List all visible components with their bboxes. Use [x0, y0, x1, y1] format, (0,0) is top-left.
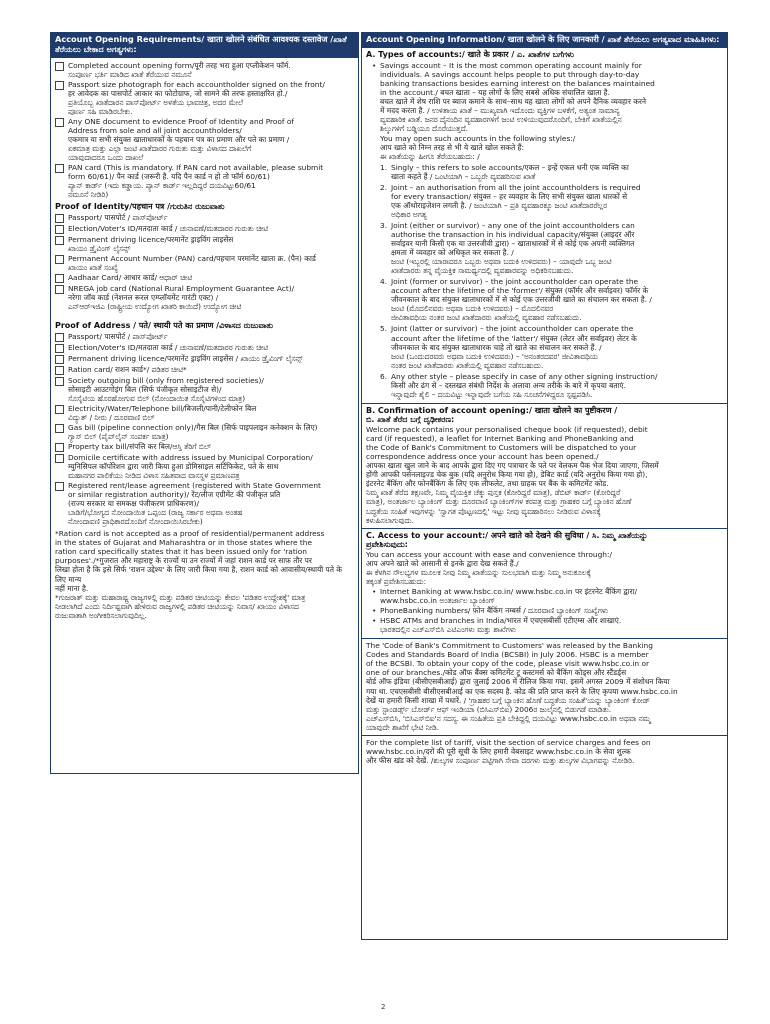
- text-line: Completed account opening form/पूरी तरह भरा हुआ एप्लीकेशन फॉर्म.: [68, 60, 291, 70]
- text-line: ಖಾಯಂ ಡ್ರೈವಿಂಗ್ ಲೈಸನ್ಸ್: [68, 243, 131, 253]
- checkbox[interactable]: [55, 443, 64, 452]
- text-line: Joint (either or survivor) – any one of the joint accountholders can: [391, 221, 635, 231]
- checklist-item: [55, 343, 354, 353]
- checkbox[interactable]: [55, 255, 64, 264]
- text-line: आप अपने खाते को आसानी से इनके द्वारा देख सकते हैं./: [366, 559, 519, 569]
- item-number: 4.: [380, 277, 388, 287]
- text-line: खाता कहते हैं / ಒಂಟಿಯಾಗಿ – ಒಬ್ಬರೇ ವ್ಯವಹರಿಸುವ ಖಾತೆ: [391, 171, 536, 181]
- text-line: लिखा होता है कि इसे सिर्फ 'राशन उद्देश्य' के लिए जारी किया गया है, राशन कार्ड को आवासीय/स्थायी पते के लिए मान्य: [55, 565, 342, 584]
- text-line: ಮಾತ್ರ), ಅಂತರ್ಜಾಲ ಬ್ಯಾಂಕಿಂಗ್ ಮತ್ತು ದೂರವಾಣಿ ಬ್ಯಾಂಕಿಂಗ್‌ಗಳ ಕರಪತ್ರ ಮತ್ತು ಗ್ರಾಹಕರ ಬಗ್ಗೆ ಬ್ಯಾಂಕಿನ ಹೊಣೆ: [366, 497, 632, 507]
- text-line: जीवनकाल के बाद संयुक्त खाताधारक चाहे तो खाते का संचालन कर सकते हैं. /: [391, 342, 602, 352]
- text-line: ಪೂರ್ಣ ಸಹಿ ಮಾಡಿರಬೇಕು.: [68, 106, 133, 116]
- checklist-item-text: [68, 354, 354, 363]
- text-line: authorise the transaction in his individual capacity/संयुक्त (आइदर ऑर: [391, 230, 635, 240]
- bullet-icon: •: [372, 616, 377, 626]
- checkbox[interactable]: [55, 366, 64, 375]
- checkbox[interactable]: [55, 424, 64, 433]
- checkbox[interactable]: [55, 225, 64, 234]
- access-channel-text: [380, 606, 723, 615]
- text-line: You may open such accounts in the following styles:/: [380, 133, 576, 143]
- section-c-intro: [366, 550, 723, 586]
- text-line: Permanent driving licence/परमानेंट ड्राइविंग लाइसेंस: [68, 234, 234, 244]
- text-line: in the states of Gujarat and Maharashtra or in those states where the: [55, 538, 313, 548]
- text-line: You can access your account with ease and convenience through:/: [366, 550, 612, 560]
- checklist-item-text: [68, 365, 354, 374]
- text-line: www.hsbc.co.in ಅಂತರ್ಜಾಲ ಬ್ಯಾಂಕಿಂಗ್: [380, 596, 496, 606]
- checklist-item-text: [68, 343, 354, 352]
- text-line: ಬಿ. ಖಾತೆ ತೆರೆದ ಬಗ್ಗೆ ದೃಢೀಕರಣ:: [366, 415, 455, 425]
- text-line: PAN card (This is mandatory. If PAN card not available, please submit: [68, 163, 324, 173]
- checklist-item: [55, 365, 354, 375]
- text-line: ರುಜುವಾತಾಗಿ ಅಂಗೀಕರಿಸಲಾಗುವುದಿಲ್ಲ.: [55, 610, 147, 620]
- checkbox[interactable]: [55, 214, 64, 223]
- text-line: one of our branches./कोड ऑफ बैंक्स कमिटमेंट टू कस्टमर्स को बैंकिंग कोड्स और स्टैंडर्ड्स: [366, 668, 627, 678]
- savings-account-bullet: [372, 61, 723, 133]
- text-line: Singly – this refers to sole accounts/एकल – इन्हें एकल धनी एक व्यक्ति का: [391, 162, 629, 172]
- text-line: Aadhaar Card/ आधार कार्ड/ ಆಧಾರ್ ಚೀಟಿ: [68, 273, 193, 283]
- checkbox[interactable]: [55, 118, 64, 127]
- checklist-item: [55, 273, 354, 283]
- text-line: Address from sole and all joint accountholders/: [68, 125, 242, 135]
- text-line: इंटरनेट बैंकिंग और फोनबैंकिंग के लिए एक लीफलेट, तथा ग्राहक पर बैंक के कमिटमेंट कोड.: [366, 479, 609, 489]
- address-docs-list: [55, 332, 354, 526]
- checklist-item: [55, 117, 354, 162]
- text-line: NREGA job card (National Rural Employment Guarantee Act)/: [68, 284, 295, 294]
- section-b-body: [366, 425, 723, 524]
- section-b: [362, 404, 727, 529]
- text-line: C. Access to your account:/ अपने खाते को देखने की सुविधा / ಸಿ. ನಿಮ್ಮ ಖಾತೆಯನ್ನು: [366, 530, 648, 540]
- section-a: [362, 48, 727, 404]
- checkbox[interactable]: [55, 236, 64, 245]
- text-line: ಯಾವುದೇ ಶಾಖೆಗೆ ಭೇಟಿ ನೀಡಿ.: [366, 722, 439, 732]
- text-line: ನಮೂನೆ ನೀಡಿರಿ): [68, 190, 109, 200]
- text-line: क्षमता में व्यवहार को अधिकृत कर सकता है. /: [391, 248, 514, 258]
- text-line: हर आवेदक का पासपोर्ट आकार का फोटोग्राफ, जो सामने की तरफ हस्ताक्षरित हो./: [68, 88, 288, 98]
- text-line: आप खाते को निम्न तरह से भी ये खाते खोल सकते हैं:: [380, 142, 524, 152]
- checklist-item: [55, 80, 354, 116]
- text-line: ಈ ಕೆಳಗಿನ ಸೌಲಭ್ಯಗಳ ಮೂಲಕ ನೀವು ನಿಮ್ಮ ಖಾತೆಯನ್ನು ಸುಲಭವಾಗಿ ಮತ್ತು ನಿಮ್ಮ ಅನುಕೂಲಕ್ಕೆ: [366, 568, 591, 578]
- checklist-item-text: [68, 224, 354, 233]
- item-number: 1.: [380, 162, 388, 172]
- text-line: card (if requested), a leaflet for Internet Banking and PhoneBanking and: [366, 434, 634, 444]
- text-line: ಗ್ಯಾಸ್ ಬಿಲ್ (ಪೈಪ್‌ಲೈನ್ ಸಂಪರ್ಕ ಮಾತ್ರ): [68, 432, 169, 442]
- checklist-item: [55, 354, 354, 364]
- access-channel-item: [372, 616, 723, 634]
- checkbox[interactable]: [55, 344, 64, 353]
- text-line: ಜೀವಿತಾವಧಿಯ ನಂತರ ಜಂಟಿ ಖಾತೆದಾರರು ಖಾತೆಯಲ್ಲಿ ವ್ಯವಹಾರ ನಡೆಸಬಹುದು.: [391, 313, 582, 323]
- requirements-header: Account Opening Requirements/ खाता खोलने संबंधित आवश्यक दस्तावेज /ಖಾತೆ ತೆರೆಯಲು ಬೇಕಾದ ಅಗತ್ಯಗಳು:: [51, 33, 358, 58]
- access-channel-item: [372, 606, 723, 615]
- bullet-icon: •: [372, 606, 377, 616]
- checklist-item: [55, 224, 354, 234]
- text-line: ಜಂಟಿ (ಒಂದುದರವರು ಅಥವಾ ಬದುಕಿ ಉಳಿದವರು) – 'ಅನಂತರದವರ' ಜೀವಿತಾವಧಿಯ: [391, 351, 598, 361]
- account-style-text: [391, 221, 723, 275]
- text-line: ಏಕಮಾತ್ರ ಮತ್ತು ಎಲ್ಲಾ ಜಂಟಿ ಖಾತೆದಾರರ ಗುರುತು ಮತ್ತು ವಿಳಾಸದ ದಾಖಲೆಗೆ: [68, 143, 252, 153]
- text-line: Electricity/Water/Telephone bill/बिजली/पानी/टेलीफोन बिल: [68, 403, 257, 413]
- page-number: 2: [381, 1003, 386, 1011]
- identity-heading: Proof of Identity/पहचान पत्र /ಗುರುತಿನ ರುಜುವಾತು: [55, 202, 225, 212]
- text-line: ಖಾತೆದಾರರು ತನ್ನ ವೈಯಕ್ತಿಕ ಸಾಮರ್ಥ್ಯದಲ್ಲಿ ವ್ಯವಹಾರವನ್ನು ಅಧಿಕರಿಸಬಹುದು.: [391, 266, 574, 276]
- text-line: और फीस खंड को देखें. /ಶುಲ್ಕಗಳ ಸಂಪೂರ್ಣ ಪಟ್ಟಿಗಾಗಿ ಸೇವಾ ದರಗಳು ಮತ್ತು ಶುಲ್ಕಗಳ ವಿಭಾಗವನ್ನು ನೋಡಿರಿ.: [366, 755, 635, 765]
- text-line: Passport/ पासपोर्ट / ಪಾಸ್‌ಪೋರ್ಟ್: [68, 331, 168, 341]
- checklist-item-text: [68, 163, 354, 199]
- access-channel-text: [380, 587, 723, 605]
- text-line: ನೋಂದಾವಣಿ ಪ್ರಾಧಿಕಾರದೊಂದಿಗೆ ನೋಂದಾಯಿಸಿರಬೇಕು): [68, 517, 203, 527]
- account-style-item: [380, 163, 723, 181]
- checklist-item-text: [68, 273, 354, 282]
- checklist-item-text: [68, 481, 354, 526]
- information-column: [361, 32, 728, 940]
- savings-account-text: [380, 61, 723, 133]
- text-line: Society outgoing bill (only from registered societies)/: [68, 375, 264, 385]
- text-line: ಪ್ಯಾನ್ ಕಾರ್ಡ್ (ಇದು ಕಡ್ಡಾಯ. ಪ್ಯಾನ್ ಕಾರ್ಡ್ ಇಲ್ಲದಿದ್ದರೆ ದಯವಿಟ್ಟು60/61: [68, 181, 256, 191]
- account-style-text: [391, 277, 723, 322]
- text-line: account after the lifetime of the 'former'/ संयुक्त (फॉर्मर और सर्वाइवर) फॉर्मर के: [391, 286, 649, 296]
- checkbox[interactable]: [55, 355, 64, 364]
- text-line: Codes and Standards Board of India (BCSBI) in July 2006. HSBC is a member: [366, 650, 649, 660]
- account-style-item: [380, 221, 723, 275]
- text-line: ತಕ್ಕಂತೆ ಪ್ರವೇಶಿಸಬಹುದು:: [366, 577, 427, 587]
- text-line: Welcome pack contains your personalised cheque book (if requested), debit: [366, 425, 648, 435]
- checklist-item-text: [68, 235, 354, 253]
- text-line: PhoneBanking numbers/ फ़ोन बैंकिंग नम्बर्स / ದೂರವಾಣಿ ಬ್ಯಾಂಕಿಂಗ್ ಸಂಖ್ಯೆಗಳು: [380, 606, 609, 616]
- code-of-commitment-paragraph: [362, 639, 727, 735]
- text-line: ಮಹಾನಗರ ಪಾಲಿಕೆಯು ನೀಡಿದ ವಿಳಾಸ ಸಹಿತವಾದ ವಾಸಸ್ಥಳ ಪ್ರಮಾಣಪತ್ರ: [68, 471, 240, 481]
- checkbox[interactable]: [55, 482, 64, 491]
- checkbox[interactable]: [55, 285, 64, 294]
- section-c-title: [366, 531, 723, 551]
- checklist-item: [55, 453, 354, 480]
- checklist-item: [55, 284, 354, 311]
- section-c: [362, 529, 727, 640]
- text-line: ಈ ಖಾತೆಯನ್ನು ಹೀಗೂ ತೆರೆಯಬಹುದು: /: [380, 151, 480, 161]
- item-number: 2.: [380, 183, 388, 192]
- checklist-item: [55, 332, 354, 342]
- checklist-item-text: [68, 80, 354, 116]
- text-line: Joint – an authorisation from all the joint accountholders is required: [391, 183, 641, 192]
- text-line: Permanent Account Number (PAN) card/पहचान परमानेंट खाता क्र. (पैन) कार्ड: [68, 253, 316, 263]
- access-channel-text: [380, 616, 723, 634]
- text-line: होंगी आपकी पर्सनलाइज्ड चेक बुक (यदि अनुरोध किया गया हो), डेबिट कार्ड (यदि अनुरोध किया गया हो),: [366, 470, 648, 480]
- ration-card-note: [55, 529, 354, 619]
- checklist-item-text: [68, 213, 354, 222]
- text-line: ನಂತರ ಜಂಟಿ ಖಾತೆದಾರರು ಖಾತೆಯಲ್ಲಿ ವ್ಯವಹಾರ ನಡೆಸಬಹುದು.: [391, 360, 544, 370]
- text-line: *Ration card is not accepted as a proof of residential/permanent address: [55, 529, 325, 539]
- checklist-item-text: [68, 442, 354, 451]
- account-style-text: [391, 324, 723, 369]
- checkbox[interactable]: [55, 274, 64, 283]
- text-line: Joint (former or survivor) – the joint accountholder can operate the: [391, 277, 639, 287]
- text-line: Passport size photograph for each accountholder signed on the front/: [68, 79, 325, 89]
- text-line: बोर्ड ऑफ इंडिया (बीसीएसबीआई) द्वारा जुलाई 2006 में रीलिज किया गया. इसमें अगस्त 2009 में संशोधन किया: [366, 677, 670, 687]
- item-number: 5.: [380, 324, 388, 334]
- account-style-item: [380, 277, 723, 322]
- text-line: बचत खाते में शेष राशि पर ब्याज कमाने के साथ–साथ यह खाता लोगों को अपने दैनिक व्यवहार करने: [380, 96, 646, 106]
- account-style-item: [380, 372, 723, 399]
- text-line: ಭಾರತದಲ್ಲಿನ ಎಚ್‌ಎಸ್‌ಬಿಸಿ ಎಟಿಎಂಗಳು ಮತ್ತು ಶಾಖೆಗಳು: [380, 625, 517, 635]
- account-styles-list: [366, 163, 723, 399]
- checklist-item: [55, 404, 354, 422]
- text-line: ಅಧಿಕಾರ ಅಗತ್ಯ: [391, 210, 427, 220]
- bullet-icon: •: [372, 587, 377, 597]
- text-line: ಇನ್ನಾವುದೇ ಶೈಲಿ – ದಯವಿಟ್ಟು ಇನ್ನಾವುದೇ ಬಗೆಯ ಸಹಿ ಸೂಚನೆಗಳಿದ್ದರೂ ಸ್ಪಷ್ಟಪಡಿಸಿ.: [391, 389, 593, 399]
- text-line: Gas bill (pipeline connection only)/गैस बिल (सिर्फ पाइपलाइन कनेक्शन के लिए): [68, 423, 318, 433]
- text-line: Election/Voter's ID/मतदाता कार्ड / ಚುನಾವಣೆ/ಮತದಾರರ ಗುರುತು ಚೀಟಿ: [68, 223, 269, 233]
- text-line: HSBC ATMs and branches in India/भारत में एचएसबीसी एटीएम्स और शाखाएं.: [380, 616, 622, 626]
- text-line: For the complete list of tariff, visit the section of service charges and fees on: [366, 737, 651, 747]
- text-line: गया था. एचएसबीसी बीसीएसबीआई का एक सदस्य है. कोड की प्रति प्राप्त करने के लिए कृपया www.hsbc.co.in: [366, 686, 678, 696]
- checklist-item: [55, 254, 354, 272]
- identity-docs-list: [55, 213, 354, 311]
- checkbox[interactable]: [55, 454, 64, 463]
- text-line: नहीं माना है.: [55, 583, 89, 593]
- general-docs-list: [55, 61, 354, 199]
- text-line: ಬಾಡಿಗೆ/ಭೋಗ್ಯದ ನೋಂದಾಯಿತ ಒಪ್ಪಂದ (ರಾಜ್ಯ ಸರ್ಕಾರ ಅಥವಾ ಅಂತಹ: [68, 508, 243, 518]
- text-line: ಪ್ರವೇಶಿಸುವುದು:: [366, 540, 408, 550]
- text-line: B. Confirmation of account opening:/ खाता खोलने का पुष्टीकरण /: [366, 405, 618, 415]
- text-line: में मदद करता है. / ಉಳಿತಾಯ ಖಾತೆ – ಮುಖ್ಯವಾಗಿ ಇದೊಂದು ವ್ಯಕ್ತಿಗಳ ಬಳಕೆಗೆ, ಅತ್ಯಂತ ಸಾಮಾನ್ಯ: [380, 105, 620, 115]
- access-channel-item: [372, 587, 723, 605]
- checkbox[interactable]: [55, 377, 64, 386]
- text-line: Election/Voter's ID/मतदाता कार्ड / ಚುನಾವಣೆ/ಮತದಾರರ ಗುರುತು ಚೀಟಿ: [68, 342, 269, 352]
- text-line: सोसाइटी आउटगोइंग बिल (सिर्फ पंजीकृत सोसाइटीज से)/: [68, 384, 222, 394]
- text-line: एक ऑथोराइजेशन लगती है. / ಜಂಟಿಯಾಗಿ – ಪ್ರತಿ ವ್ಯವಹಾರಕ್ಕೂ ಜಂಟಿ ಖಾತೆದಾರರೆಲ್ಲರ: [391, 201, 608, 211]
- checklist-item: [55, 376, 354, 403]
- text-line: of the BCSBI. To obtain your copy of the code, please visit www.hsbc.co.in or: [366, 659, 650, 669]
- text-line: ಸೊಸೈಟಿಯ ಹೊರಹೋಗುವ ಬಿಲ್ (ನೋಂದಾಯಿತ ಸೊಸೈಟಿಗಳಿಂದ ಮಾತ್ರ): [68, 393, 246, 403]
- text-line: ಮತ್ತು ಸ್ಟಾಂಡರ್ಡ್ಸ್ ಬೋರ್ಡ್ ಆಫ್ ಇಂಡಿಯಾ (ಬಿಸಿಎಸ್‌ಬಿಐ) 2006ರ ಜುಲೈನಲ್ಲಿ ಬಿಡುಗಡೆ ಮಾಡಿತು.: [366, 704, 612, 714]
- text-line: Savings account – It is the most common operating account mainly for: [380, 60, 642, 70]
- text-line: correspondence address once your account has been opened./: [366, 452, 599, 462]
- account-style-item: [380, 183, 723, 219]
- checkbox[interactable]: [55, 164, 64, 173]
- text-line: or similar registration authority)/ रेंट/लीज एग्रीमेंट की पंजीकृत प्रति: [68, 490, 281, 500]
- text-line: Registered rent/lease agreement (registered with State Government: [68, 481, 321, 491]
- information-header: Account Opening Information/ खाता खोलने के लिए जानकारी / ಖಾತೆ ತೆರೆಯಲು ಅಗತ್ಯವಾದ ಮಾಹಿತಿಗಳು:: [362, 33, 727, 48]
- text-line: Any other style – please specify in case of any other signing instruction/: [391, 371, 658, 381]
- text-line: ನಿಮ್ಮ ಖಾತೆ ತೆರೆದ ತಕ್ಷಣವೇ, ನಿಮ್ಮ ವೈಯಕ್ತಿಕ ಚೆಕ್ಕು ಪುಸ್ತಕ (ಕೋರಿದ್ದರೆ ಮಾತ್ರ), ಡೆಬಿಟ್ ಕಾರ್ಡ್ (ಕೋರಿದ್ದರೆ: [366, 488, 621, 498]
- text-line: the Code of Bank's Commitment to Customers will be dispatched to your: [366, 443, 637, 453]
- checklist-item: [55, 423, 354, 441]
- text-line: form 60/61)/ पैन कार्ड (जरूरी है. यदि पैन कार्ड न हो तो फॉर्म 60/61): [68, 172, 270, 182]
- checklist-item-text: [68, 376, 354, 403]
- text-line: Permanent driving licence/परमानेंट ड्राइविंग लाइसेंस / ಖಾಯಂ ಡ್ರೈವಿಂಗ್ ಲೈಸನ್ಸ್: [68, 353, 303, 363]
- text-line: (राज्य सरकार या समकक्ष पंजीकरण प्राधिकरण)/: [68, 499, 199, 509]
- checklist-item-text: [68, 117, 354, 162]
- text-line: ಬದ್ಧತೆಯ ಸಂಹಿತೆ ಇವುಗಳನ್ನು 'ಸ್ವಾಗತ ಪೊಟ್ಟಣದಲ್ಲಿ' ಇಟ್ಟು ನೀವು ವ್ಯವಹಾರಿಸಲು ನೀಡಿರುವ ವಿಳಾಸಕ್ಕೆ: [366, 506, 601, 516]
- text-line: म्युनिसिपल कॉर्पोरेशन द्वारा जारी किया हुआ डोमिसाइल सर्टिफिकेट, पते के साथ: [68, 462, 279, 472]
- text-line: Ration card/ राशन कार्ड*/ ಪಡಿತರ ಚೀಟಿ*: [68, 364, 187, 374]
- text-line: ಯಾವುದಾದರೂ ಒಂದು ದಾಖಲೆ: [68, 153, 144, 162]
- checklist-item-text: [68, 254, 354, 272]
- text-line: in the account./ बचत खाता – यह लोगों के लिए सबसे अधिक संचालित खाता है.: [380, 87, 610, 97]
- text-line: Internet Banking at www.hsbc.co.in/ www.hsbc.co.in पर इंटरनेट बैंकिंग द्वारा/: [380, 587, 638, 597]
- checklist-item: [55, 442, 354, 452]
- checklist-item-text: [68, 284, 354, 311]
- text-line: banking transactions besides earning interest on the balances maintained: [380, 78, 655, 88]
- checkbox[interactable]: [55, 62, 64, 71]
- text-line: ವಿದ್ಯುತ್ / ನೀರು / ದೂರವಾಣಿ ಬಿಲ್: [68, 413, 155, 422]
- item-number: 6.: [380, 371, 388, 381]
- checklist-item: [55, 163, 354, 199]
- checklist-item-text: [68, 453, 354, 480]
- text-line: Passport/ पासपोर्ट / ಪಾಸ್‌ಪೋರ್ಟ್: [68, 212, 168, 222]
- text-line: individuals. A savings account helps people to put through day-to-day: [380, 69, 640, 79]
- text-line: जीवनकाल के बाद संयुक्त खाताधारकों में से कोई एक उत्तरजीवी खाते का संचालन कर सकता है. /: [391, 295, 652, 305]
- account-style-item: [380, 324, 723, 369]
- text-line: Property tax bill/संपत्ति कर बिल/ಆಸ್ತಿ ತೆರಿಗೆ ಬಿಲ್: [68, 442, 212, 452]
- access-channels-list: [366, 587, 723, 634]
- text-line: किसी और ढंग से – दस्तखत संबंधी निर्देश के अलावा अन्य तरीके के बारे में कृपया बताएं.: [391, 380, 626, 390]
- checklist-item: [55, 61, 354, 79]
- checklist-item: [55, 235, 354, 253]
- checklist-item-text: [68, 423, 354, 441]
- section-a-title: A. Types of accounts:/ खाते के प्रकार / ಎ. ಖಾತೆಗಳ ಬಗೆಗಳು: [366, 49, 574, 59]
- text-line: account after the lifetime of the 'latter'/ संयुक्त (लेटर और सर्वाइवर) लेटर के: [391, 333, 637, 343]
- checkbox[interactable]: [55, 81, 64, 90]
- text-line: Joint (latter or survivor) – the joint accountholder can operate the: [391, 324, 634, 334]
- text-line: ಪ್ರತಿಯೊಬ್ಬ ಖಾತೆದಾರನ ಪಾಸ್‌ಪೋರ್ಟ್ ಅಳತೆಯ ಭಾವಚಿತ್ರ, ಅದರ ಮೇಲೆ: [68, 97, 244, 107]
- text-line: ಜಂಟಿ (ಇಬ್ಬರಲ್ಲಿ ಯಾರಾದರೂ ಒಬ್ಬರು ಅಥವಾ ಬದುಕಿ ಉಳಿದವರು) – ಯಾವುದೇ ಒಬ್ಬ ಜಂಟಿ: [391, 257, 612, 267]
- text-line: ಕಳುಹಿಸಲಾಗುವುದು.: [366, 515, 414, 525]
- text-line: ration card specifically states that it has been issued only for 'ration: [55, 547, 307, 557]
- account-style-text: [391, 163, 723, 181]
- tariff-paragraph: [362, 736, 727, 768]
- checklist-item-text: [68, 61, 354, 79]
- text-line: ನೀಡಲಾಗಿದೆ ಎಂದು ನಿರ್ದಿಷ್ಟವಾಗಿ ಹೇಳಿರುವ ರಾಜ್ಯಗಳಲ್ಲಿ ಪಡಿತರ ಚೀಟಿಯನ್ನು ನಿವಾಸ/ ಖಾಯಂ ವಿಳಾಸದ: [55, 601, 299, 611]
- requirements-column: [50, 32, 359, 774]
- address-heading: Proof of Address / पते/ स्थायी पते का प्रमाण /ವಿಳಾಸದ ರುಜುವಾತು: [55, 321, 274, 331]
- text-line: ಎನ್‌ಆರ್‌ಇಜಿಎ (ರಾಷ್ಟ್ರೀಯ ಉದ್ಯೋಗ ಖಾತರಿ ಕಾಯಿದೆ) ಉದ್ಯೋಗ ಚೀಟಿ: [68, 302, 242, 312]
- text-line: *ಗುಜರಾತ್ ಮತ್ತು ಮಹಾರಾಷ್ಟ್ರ ರಾಜ್ಯಗಳಲ್ಲಿ ಮತ್ತು ಪಡಿತರ ಚೀಟಿಯನ್ನು ಕೇವಲ 'ಪಡಿತರ ಉದ್ದೇಶಕ್ಕೆ' ಮಾತ್ರ: [55, 592, 306, 602]
- section-b-title: [366, 406, 723, 426]
- text-line: ಜಂಟಿ (ಮೊದಲಿನವರು ಅಥವಾ ಬದುಕಿ ಉಳಿದವರು) – ಮೊದಲಿನವರ: [391, 304, 554, 314]
- text-line: for every transaction/ संयुक्त – हर व्यवहार के लिए सभी संयुक्त खाता धारकों से: [391, 192, 628, 202]
- text-line: ಖಾಯಂ ಖಾತೆ ಸಂಖ್ಯೆ: [68, 263, 118, 272]
- text-line: Any ONE document to evidence Proof of Identity and Proof of: [68, 116, 295, 126]
- item-number: 3.: [380, 221, 388, 231]
- text-line: आपका खाता खुल जाने के बाद आपके द्वारा दिए गए पत्राचार के पते पर वेलकम पैक भेज दिया जाएगा, जिसमें: [366, 461, 659, 471]
- account-style-text: [391, 183, 723, 219]
- text-line: ಸಂಪೂರ್ಣ ಭರ್ತಿ ಮಾಡಿದ ಖಾತೆ ತೆರೆಯುವ ನಮೂನೆ: [68, 69, 192, 79]
- account-styles-intro: [380, 134, 723, 161]
- bullet-icon: •: [372, 60, 377, 70]
- checklist-item-text: [68, 404, 354, 422]
- checklist-item-text: [68, 332, 354, 341]
- checkbox[interactable]: [55, 405, 64, 414]
- text-line: www.hsbc.co.in/दरों की पूरी सूची के लिए हमारी वेबसाइट www.hsbc.co.in के सेवा शुल्क: [366, 746, 631, 756]
- checklist-item: [55, 481, 354, 526]
- checklist-item: [55, 213, 354, 223]
- text-line: Domicile certificate with address issued by Municipal Corporation/: [68, 453, 313, 463]
- text-line: purposes'./*गुजरात और महाराष्ट्र के राज्यों या उन राज्यों में जहां राशन कार्ड पर साफ़ तौर पर: [55, 556, 312, 566]
- checkbox[interactable]: [55, 333, 64, 342]
- text-line: ವ್ಯವಹಾರಿಕ ಖಾತೆ. ಜನರ ದೈನಂದಿನ ವ್ಯವಹಾರಗಳಿಗೆ ಜಂಟಿ ಉಳಿಯುವುದರೊಂದಿಗೆ, ಬೇಕಿಗೆ ಖಾತೆಯಲ್ಲಿನ: [380, 114, 622, 124]
- text-line: एकमात्र या सभी संयुक्त खाताधारकों के पहचान पत्र का प्रमाण और पते का प्रमाण /: [68, 134, 290, 144]
- account-style-text: [391, 372, 723, 399]
- text-line: सर्वाइवर यानी किसी एक या उत्तरजीवी द्वारा) – खाताधारकों में से कोई एक अपनी व्यक्तिगत: [391, 239, 635, 249]
- text-line: नरेगा जॉब कार्ड (नेशनल रूरल एम्प्लॉयमेंट गारंटी एक्ट) /: [68, 293, 219, 303]
- text-line: ಎಚ್‌ಎಸ್‌ಬಿಸಿ, 'ಬಿಸಿಎಸ್‌ಬಿಐ'ನ ಸದಸ್ಯ. ಈ ಸಂಹಿತೆಯ ಪ್ರತಿ ಬೇಕಿದ್ದಲ್ಲಿ ದಯವಿಟ್ಟು www.hsbc.co.in ಅಥವಾ ನಮ್ಮ: [366, 713, 651, 723]
- text-line: ಶಿಲ್ಕುಗಳಿಗೆ ಬಡ್ಡಿಯೂ ದೊರೆಯುತ್ತದೆ.: [380, 123, 469, 133]
- text-line: The 'Code of Bank's Commitment to Customers' was released by the Banking: [366, 641, 653, 651]
- text-line: देखें या हमारी किसी शाखा में पधारें. / 'ಗ್ರಾಹಕರ ಬಗ್ಗೆ ಬ್ಯಾಂಕಿನ ಹೊಣೆ ಬದ್ಧತೆಯ ಸಂಹಿತೆ'ಯನ್ನು ಬ್ಯಾಂಕಿಂಗ್ ಕೋಡ್: [366, 695, 650, 705]
